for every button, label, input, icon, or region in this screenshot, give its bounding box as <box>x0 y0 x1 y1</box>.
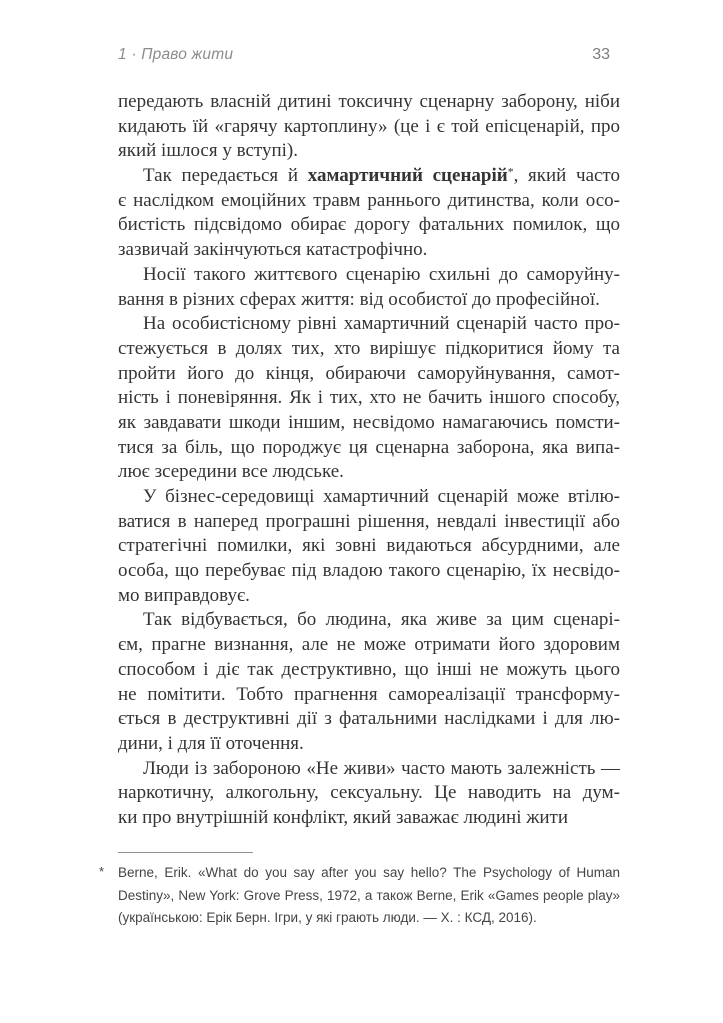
text-run: тися за біль, що породжує ця сценарна заборона, яка випа- <box>118 436 620 458</box>
text-run: пройти його до кінця, обираючи саморуйнування, самот- <box>118 362 620 384</box>
text-line <box>118 584 620 609</box>
text-run: На особистісному рівні хамартичний сценарій часто про- <box>143 313 620 335</box>
text-run: особа, що перебуває під владою такого сценарію, їх несвідо- <box>118 560 620 582</box>
text-line <box>118 707 620 732</box>
text-line <box>118 510 620 535</box>
footnote <box>99 862 620 930</box>
text-run: кидають їй «гарячу картоплину» (це і є той епісценарій, про <box>118 115 620 137</box>
text-run: дини, і для її оточення. <box>118 732 304 754</box>
text-run: Так відбувається, бо людина, яка живе за цим сценарі- <box>143 609 620 631</box>
text-line <box>118 189 620 214</box>
footnote-line: Destiny», New York: Grove Press, 1972, а також Berne, Erik «Games people play» <box>118 887 620 903</box>
paragraph <box>118 90 620 164</box>
footnote-line: (українською: Ерік Берн. Ігри, у які грають люди. — Х. : КСД, 2016). <box>118 910 537 926</box>
paragraph <box>118 312 620 485</box>
text-run: У бізнес-середовищі хамартичний сценарій може втілю- <box>143 486 620 507</box>
text-line <box>118 90 620 115</box>
text-line <box>118 115 620 140</box>
text-run: єм, прагне визнання, але не може отримати його здоровим <box>118 634 620 656</box>
text-run: передають власній дитині токсичну сценарну заборону, ніби <box>118 91 620 112</box>
text-run: стратегічні помилки, які зовні видаються абсурдними, але <box>118 535 620 557</box>
text-run: не помітити. Тобто прагнення самореалізації трансформу- <box>118 683 620 705</box>
chapter-title: 1 · Право жити <box>118 46 234 63</box>
text-run: ність і поневіряння. Як і тих, хто не бачить іншого способу, <box>118 387 620 409</box>
text-line <box>118 683 620 708</box>
footnote-rule <box>118 852 253 853</box>
text-run: який ішлося у вступі). <box>118 140 298 162</box>
text-line <box>118 806 620 831</box>
text-line <box>118 362 620 387</box>
text-run: бистість підсвідомо обирає дорогу фатальних помилок, що <box>118 214 620 236</box>
text-line <box>118 534 620 559</box>
text-line <box>118 386 620 411</box>
text-line <box>118 633 620 658</box>
paragraph <box>118 757 620 831</box>
text-line <box>118 460 620 485</box>
text-line <box>118 263 620 288</box>
text-line <box>118 312 620 337</box>
text-run: зазвичай закінчуються катастрофічно. <box>118 239 428 261</box>
text-line <box>118 139 620 164</box>
text-run: лює зсередини все людське. <box>118 461 344 483</box>
text-run: стежується в долях тих, хто вирішує підкоритися йому та <box>118 337 620 359</box>
text-run: , який часто <box>513 165 620 187</box>
text-run: ки про внутрішній конфлікт, який заважає людині жити <box>118 806 569 828</box>
text-run: мо виправдовує. <box>118 584 250 606</box>
text-run: Так передається й <box>143 165 308 187</box>
paragraph <box>118 608 620 756</box>
paragraph <box>118 485 620 608</box>
text-run: способом і діє так деструктивно, що інші не можуть цього <box>118 658 620 680</box>
footnote-line: Berne, Erik. «What do you say after you say hello? The Psychology of Human <box>118 865 620 880</box>
text-run: наркотичну, алкогольну, сексуальну. Це наводить на дум- <box>118 782 620 804</box>
text-line <box>118 411 620 436</box>
paragraph <box>118 164 620 263</box>
page-header <box>118 46 620 64</box>
bold-term: хамартичний сценарій <box>307 165 508 187</box>
footnote-reference-mark: * <box>507 165 514 179</box>
text-line <box>118 608 620 633</box>
text-line <box>118 337 620 362</box>
text-line <box>118 213 620 238</box>
text-run: вання в різних сферах життя: від особистої до професійної. <box>118 288 600 310</box>
text-run: ватися в наперед програшні рішення, невдалі інвестиції або <box>118 510 620 532</box>
text-run: ється в деструктивні дії з фатальними наслідками і для лю- <box>118 708 620 730</box>
text-line <box>118 238 620 263</box>
page-number: 33 <box>592 46 610 63</box>
text-line <box>118 436 620 461</box>
text-line <box>118 781 620 806</box>
footnote-marker: * <box>99 864 105 879</box>
text-run: Носії такого життєвого сценарію схильні до саморуйну- <box>143 263 620 285</box>
text-line <box>118 732 620 757</box>
body-text <box>118 90 620 831</box>
text-line <box>118 559 620 584</box>
text-line <box>118 757 620 782</box>
footnote-text <box>118 862 620 930</box>
text-run: як завдавати шкоди іншим, несвідомо намагаючись помсти- <box>118 411 620 433</box>
text-run: є наслідком емоційних травм раннього дитинства, коли осо- <box>118 189 620 211</box>
text-line <box>118 658 620 683</box>
text-line <box>118 164 620 189</box>
text-line <box>118 485 620 510</box>
paragraph <box>118 263 620 312</box>
text-run: Люди із забороною «Не живи» часто мають залежність — <box>143 757 620 779</box>
text-line <box>118 288 620 313</box>
